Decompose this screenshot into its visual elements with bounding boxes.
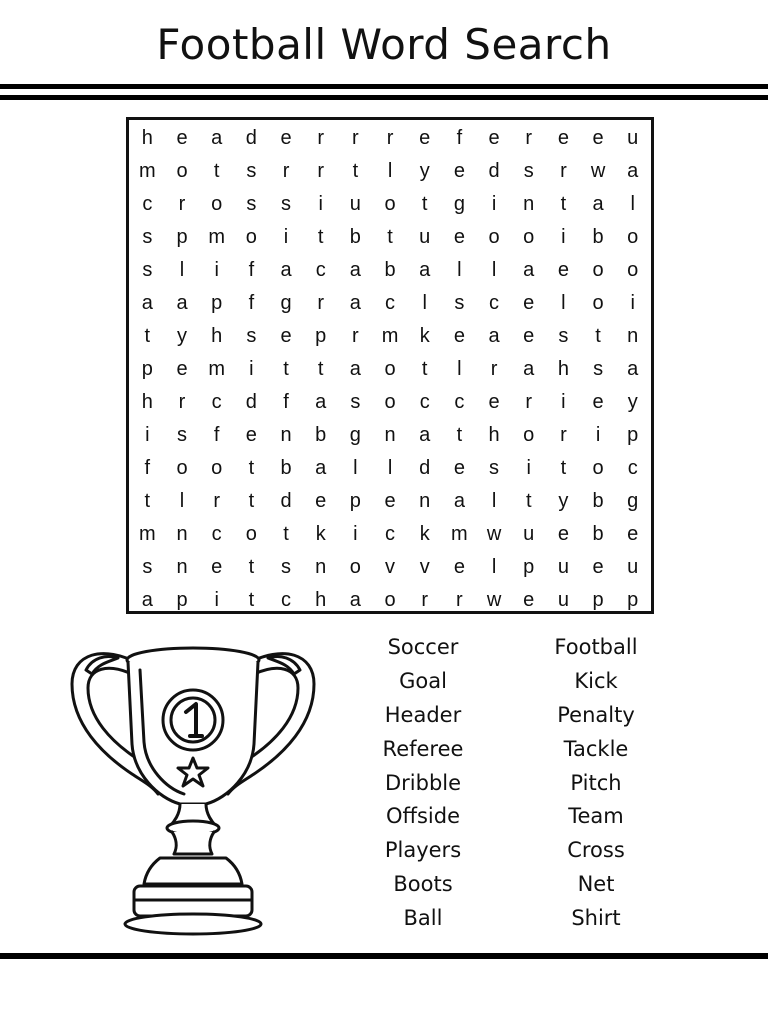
grid-letter[interactable]: c: [489, 292, 500, 314]
grid-letter[interactable]: r: [386, 127, 394, 149]
top-divider-line: [0, 84, 768, 89]
grid-letter[interactable]: r: [178, 193, 186, 215]
grid-letter[interactable]: o: [384, 589, 396, 611]
grid-letter[interactable]: i: [353, 523, 358, 545]
grid-letter[interactable]: r: [352, 127, 359, 149]
word-list-item: Shirt: [571, 906, 621, 931]
grid-letter[interactable]: s: [142, 226, 153, 248]
grid-letter[interactable]: f: [248, 292, 255, 314]
grid-letter[interactable]: f: [283, 391, 289, 413]
grid-letter[interactable]: a: [176, 292, 188, 314]
grid-letter[interactable]: e: [245, 424, 257, 446]
grid-letter[interactable]: v: [385, 556, 396, 578]
grid-letter[interactable]: o: [176, 160, 188, 182]
grid-letter[interactable]: r: [282, 160, 290, 182]
grid-letter[interactable]: s: [246, 193, 257, 215]
grid-letter[interactable]: i: [491, 193, 497, 215]
word-list-item: Penalty: [557, 702, 635, 727]
grid-letter[interactable]: w: [486, 589, 502, 611]
bottom-divider-line: [0, 953, 768, 959]
grid-letter[interactable]: l: [491, 490, 497, 512]
grid-letter[interactable]: e: [592, 391, 604, 413]
grid-letter[interactable]: a: [315, 391, 327, 413]
word-list-item: Tackle: [563, 736, 629, 761]
grid-letter[interactable]: f: [248, 259, 255, 281]
grid-letter[interactable]: b: [592, 226, 604, 248]
grid-row: [130, 122, 650, 155]
grid-letter[interactable]: c: [627, 457, 638, 479]
grid-row: [130, 584, 650, 617]
grid-letter[interactable]: l: [491, 556, 497, 578]
grid-row: [130, 485, 650, 518]
grid-letter[interactable]: u: [523, 523, 535, 545]
grid-letter[interactable]: m: [381, 325, 399, 347]
grid-letter[interactable]: e: [488, 127, 500, 149]
grid-letter[interactable]: c: [142, 193, 153, 215]
grid-letter[interactable]: a: [627, 160, 639, 182]
grid-row: [130, 353, 650, 386]
grid-letter[interactable]: p: [176, 589, 188, 611]
grid-letter[interactable]: i: [561, 391, 566, 413]
grid-letter[interactable]: b: [592, 490, 604, 512]
grid-letter[interactable]: p: [141, 358, 153, 380]
grid-letter[interactable]: l: [457, 259, 462, 281]
word-list-item: Kick: [574, 668, 618, 693]
grid-letter[interactable]: h: [315, 589, 327, 611]
grid-row: [130, 254, 650, 287]
word-list-item: Players: [384, 838, 462, 863]
grid-letter[interactable]: s: [177, 424, 187, 446]
grid-letter[interactable]: r: [525, 127, 533, 149]
word-list-item: Referee: [382, 736, 464, 761]
grid-letter[interactable]: s: [246, 160, 257, 182]
grid-letter[interactable]: f: [456, 127, 463, 149]
grid-row: [130, 419, 650, 452]
grid-letter[interactable]: o: [211, 193, 223, 215]
grid-letter[interactable]: o: [384, 358, 396, 380]
grid-letter[interactable]: g: [453, 193, 465, 215]
grid-letter[interactable]: k: [419, 325, 430, 347]
grid-letter[interactable]: r: [317, 127, 325, 149]
grid-letter[interactable]: g: [280, 292, 292, 314]
grid-letter[interactable]: e: [453, 325, 465, 347]
grid-letter[interactable]: t: [317, 226, 324, 248]
grid-letter[interactable]: b: [315, 424, 327, 446]
grid-letter[interactable]: a: [141, 292, 153, 314]
grid-letter[interactable]: a: [141, 589, 153, 611]
grid-letter[interactable]: a: [315, 457, 327, 479]
grid-letter[interactable]: o: [488, 226, 500, 248]
page-title: Football Word Search: [156, 20, 612, 69]
grid-letter[interactable]: a: [453, 490, 465, 512]
grid-letter[interactable]: r: [352, 325, 359, 347]
grid-letter[interactable]: c: [281, 589, 292, 611]
word-list-item: Football: [554, 635, 638, 659]
grid-letter[interactable]: e: [453, 160, 465, 182]
grid-letter[interactable]: a: [627, 358, 639, 380]
grid-letter[interactable]: e: [280, 127, 292, 149]
grid-letter[interactable]: i: [561, 226, 566, 248]
grid-letter[interactable]: t: [387, 226, 393, 248]
grid-letter[interactable]: e: [557, 523, 569, 545]
grid-letter[interactable]: u: [627, 556, 639, 578]
grid-letter[interactable]: t: [421, 358, 428, 380]
grid-letter[interactable]: b: [349, 226, 361, 248]
grid-letter[interactable]: n: [176, 523, 188, 545]
grid-letter[interactable]: n: [384, 424, 396, 446]
grid-row: [130, 320, 650, 353]
grid-letter[interactable]: t: [144, 325, 151, 347]
grid-letter[interactable]: o: [592, 259, 604, 281]
top-divider-line-2: [0, 95, 768, 100]
grid-letter[interactable]: l: [491, 259, 497, 281]
grid-letter[interactable]: s: [489, 457, 500, 479]
grid-letter[interactable]: o: [592, 292, 604, 314]
grid-letter[interactable]: e: [557, 259, 569, 281]
grid-letter[interactable]: i: [318, 193, 323, 215]
grid-letter[interactable]: n: [280, 424, 292, 446]
grid-row: [130, 518, 650, 551]
grid-letter[interactable]: i: [595, 424, 601, 446]
grid-letter[interactable]: u: [627, 127, 639, 149]
grid-row: [130, 287, 650, 320]
grid-letter[interactable]: e: [453, 457, 465, 479]
grid-letter[interactable]: c: [419, 391, 430, 413]
grid-letter[interactable]: r: [560, 424, 567, 446]
grid-letter[interactable]: m: [208, 358, 226, 380]
grid-letter[interactable]: d: [280, 490, 292, 512]
grid-letter[interactable]: t: [248, 556, 255, 578]
grid-letter[interactable]: e: [523, 292, 535, 314]
grid-letter[interactable]: o: [384, 391, 396, 413]
grid-letter[interactable]: s: [593, 358, 604, 380]
grid-letter[interactable]: c: [211, 391, 222, 413]
grid-letter[interactable]: o: [627, 226, 639, 248]
grid-letter[interactable]: y: [177, 325, 187, 347]
grid-letter[interactable]: e: [453, 226, 465, 248]
grid-letter[interactable]: u: [557, 556, 569, 578]
grid-letter[interactable]: w: [486, 523, 502, 545]
grid-letter[interactable]: t: [525, 490, 532, 512]
grid-letter[interactable]: l: [457, 358, 462, 380]
grid-letter[interactable]: s: [142, 556, 153, 578]
grid-letter[interactable]: p: [211, 292, 223, 314]
grid-letter[interactable]: c: [454, 391, 465, 413]
grid-letter[interactable]: b: [384, 259, 396, 281]
grid-letter[interactable]: a: [349, 292, 361, 314]
grid-letter[interactable]: p: [349, 490, 361, 512]
grid-letter[interactable]: e: [176, 358, 188, 380]
grid-letter[interactable]: t: [456, 424, 463, 446]
grid-letter[interactable]: o: [245, 523, 257, 545]
grid-letter[interactable]: o: [245, 226, 257, 248]
grid-letter[interactable]: o: [176, 457, 188, 479]
grid-letter[interactable]: f: [144, 457, 151, 479]
grid-letter[interactable]: y: [627, 391, 638, 413]
grid-row: [130, 155, 650, 188]
word-list-item: Goal: [399, 668, 447, 693]
grid-letter[interactable]: k: [419, 523, 430, 545]
grid-letter[interactable]: p: [592, 589, 604, 611]
grid-letter[interactable]: t: [595, 325, 601, 347]
grid-letter[interactable]: o: [384, 193, 396, 215]
grid-letter[interactable]: m: [139, 160, 156, 182]
grid-letter[interactable]: c: [385, 292, 396, 314]
letter-grid[interactable]: [126, 117, 654, 614]
grid-letter[interactable]: d: [419, 457, 431, 479]
grid-letter[interactable]: l: [353, 457, 358, 479]
grid-letter[interactable]: v: [419, 556, 430, 578]
grid-letter[interactable]: e: [627, 523, 639, 545]
grid-letter[interactable]: s: [281, 193, 292, 215]
grid-letter[interactable]: t: [352, 160, 359, 182]
grid-letter[interactable]: e: [419, 127, 431, 149]
grid-letter[interactable]: r: [178, 391, 186, 413]
grid-letter[interactable]: a: [523, 358, 535, 380]
word-list-item: Offside: [385, 804, 461, 829]
grid-letter[interactable]: e: [280, 325, 292, 347]
grid-letter[interactable]: e: [453, 556, 465, 578]
grid-letter[interactable]: i: [214, 259, 219, 281]
grid-letter[interactable]: n: [627, 325, 639, 347]
grid-letter[interactable]: e: [211, 556, 223, 578]
word-list-item: Pitch: [570, 770, 622, 795]
grid-letter[interactable]: t: [560, 193, 567, 215]
grid-letter[interactable]: r: [490, 358, 498, 380]
grid-letter[interactable]: n: [315, 556, 327, 578]
grid-letter[interactable]: s: [523, 160, 534, 182]
grid-letter[interactable]: p: [523, 556, 535, 578]
grid-letter[interactable]: g: [627, 490, 639, 512]
grid-letter[interactable]: a: [523, 259, 535, 281]
grid-letter[interactable]: a: [419, 424, 431, 446]
grid-letter[interactable]: o: [349, 556, 361, 578]
grid-letter[interactable]: n: [523, 193, 535, 215]
grid-letter[interactable]: o: [627, 259, 639, 281]
grid-letter[interactable]: l: [630, 193, 635, 215]
grid-row: [130, 188, 650, 221]
grid-letter[interactable]: l: [561, 292, 566, 314]
word-list-right: [521, 631, 671, 936]
grid-letter[interactable]: n: [176, 556, 188, 578]
grid-letter[interactable]: t: [560, 457, 567, 479]
grid-letter[interactable]: h: [141, 127, 153, 149]
trophy-icon: [62, 624, 324, 946]
grid-letter[interactable]: h: [557, 358, 569, 380]
grid-letter[interactable]: w: [590, 160, 606, 182]
grid-letter[interactable]: g: [349, 424, 361, 446]
grid-letter[interactable]: s: [142, 259, 153, 281]
grid-letter[interactable]: p: [315, 325, 327, 347]
grid-row: [130, 452, 650, 485]
grid-letter[interactable]: i: [145, 424, 150, 446]
grid-letter[interactable]: i: [630, 292, 635, 314]
grid-letter[interactable]: i: [249, 358, 254, 380]
grid-letter[interactable]: l: [179, 490, 185, 512]
grid-letter[interactable]: r: [525, 391, 533, 413]
grid-letter[interactable]: e: [384, 490, 396, 512]
grid-letter[interactable]: o: [523, 424, 535, 446]
grid-letter[interactable]: a: [211, 127, 223, 149]
grid-letter[interactable]: s: [350, 391, 361, 413]
grid-letter[interactable]: r: [213, 490, 221, 512]
grid-letter[interactable]: e: [592, 127, 604, 149]
word-list-item: Cross: [567, 838, 625, 863]
grid-letter[interactable]: y: [419, 160, 430, 182]
grid-letter[interactable]: m: [208, 226, 226, 248]
grid-letter[interactable]: u: [419, 226, 431, 248]
grid-row: [130, 551, 650, 584]
grid-letter[interactable]: e: [488, 391, 500, 413]
grid-letter[interactable]: r: [456, 589, 463, 611]
grid-letter[interactable]: k: [315, 523, 326, 545]
word-list-item: Boots: [393, 872, 453, 897]
grid-letter[interactable]: t: [213, 160, 220, 182]
grid-letter[interactable]: e: [315, 490, 327, 512]
grid-letter[interactable]: i: [283, 226, 289, 248]
grid-letter[interactable]: b: [592, 523, 604, 545]
grid-letter[interactable]: m: [451, 523, 468, 545]
grid-letter[interactable]: a: [349, 358, 361, 380]
grid-letter[interactable]: t: [248, 589, 255, 611]
grid-letter[interactable]: h: [141, 391, 153, 413]
grid-letter[interactable]: t: [248, 457, 255, 479]
grid-letter[interactable]: s: [281, 556, 292, 578]
grid-letter[interactable]: i: [214, 589, 219, 611]
grid-letter[interactable]: l: [387, 160, 393, 182]
grid-letter[interactable]: r: [317, 160, 325, 182]
word-list-item: Ball: [403, 906, 443, 931]
grid-letter[interactable]: y: [558, 490, 569, 512]
grid-letter[interactable]: n: [419, 490, 431, 512]
grid-letter[interactable]: c: [211, 523, 222, 545]
grid-letter[interactable]: s: [454, 292, 465, 314]
grid-letter[interactable]: a: [592, 193, 604, 215]
grid-letter[interactable]: s: [558, 325, 569, 347]
word-list-item: Team: [568, 804, 624, 829]
grid-letter[interactable]: p: [176, 226, 188, 248]
grid-letter[interactable]: t: [317, 358, 324, 380]
grid-letter[interactable]: c: [315, 259, 326, 281]
grid-letter[interactable]: l: [387, 457, 393, 479]
grid-letter[interactable]: h: [488, 424, 500, 446]
grid-letter[interactable]: c: [385, 523, 396, 545]
grid-letter[interactable]: t: [283, 358, 289, 380]
grid-letter[interactable]: i: [526, 457, 531, 479]
grid-letter[interactable]: r: [421, 589, 429, 611]
grid-letter[interactable]: f: [213, 424, 220, 446]
grid-letter[interactable]: t: [283, 523, 289, 545]
grid-letter[interactable]: t: [421, 193, 428, 215]
grid-letter[interactable]: t: [248, 490, 255, 512]
grid-letter[interactable]: d: [245, 391, 257, 413]
grid-letter[interactable]: u: [349, 193, 361, 215]
grid-letter[interactable]: p: [627, 589, 639, 611]
grid-letter[interactable]: p: [627, 424, 639, 446]
grid-row: [130, 386, 650, 419]
grid-letter[interactable]: d: [245, 127, 257, 149]
grid-letter[interactable]: e: [176, 127, 188, 149]
grid-letter[interactable]: r: [560, 160, 567, 182]
grid-letter[interactable]: a: [419, 259, 431, 281]
grid-letter[interactable]: o: [211, 457, 223, 479]
grid-letter[interactable]: l: [179, 259, 185, 281]
word-list-item: Net: [577, 872, 615, 897]
grid-letter[interactable]: r: [317, 292, 325, 314]
grid-letter[interactable]: a: [349, 259, 361, 281]
grid-row: [130, 221, 650, 254]
grid-letter[interactable]: h: [211, 325, 223, 347]
grid-letter[interactable]: o: [592, 457, 604, 479]
grid-letter[interactable]: m: [139, 523, 156, 545]
grid-letter[interactable]: a: [349, 589, 361, 611]
grid-letter[interactable]: d: [488, 160, 500, 182]
grid-letter[interactable]: e: [592, 556, 604, 578]
word-list-item: Dribble: [384, 770, 462, 795]
word-list-left: [348, 631, 498, 936]
word-list-item: Soccer: [387, 635, 459, 659]
grid-letter[interactable]: a: [280, 259, 292, 281]
grid-letter[interactable]: s: [246, 325, 257, 347]
grid-letter[interactable]: e: [523, 325, 535, 347]
grid-letter[interactable]: e: [557, 127, 569, 149]
grid-letter[interactable]: o: [523, 226, 535, 248]
grid-letter[interactable]: e: [523, 589, 535, 611]
word-list-item: Header: [384, 702, 462, 727]
grid-letter[interactable]: a: [488, 325, 500, 347]
grid-letter[interactable]: l: [422, 292, 427, 314]
grid-letter[interactable]: u: [557, 589, 569, 611]
grid-letter[interactable]: t: [144, 490, 151, 512]
grid-letter[interactable]: b: [280, 457, 292, 479]
